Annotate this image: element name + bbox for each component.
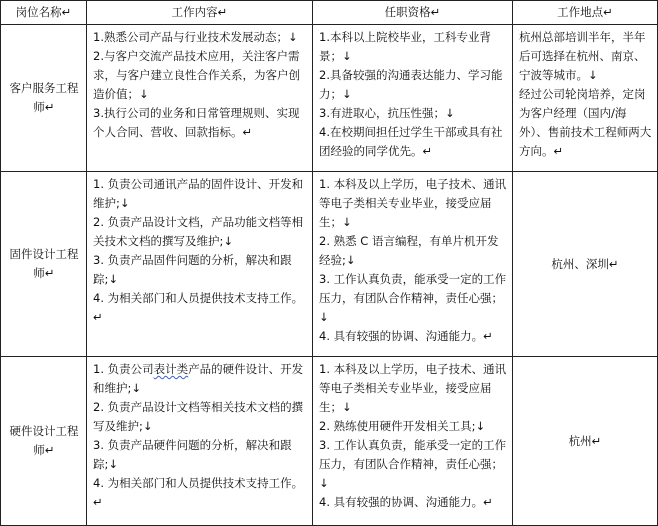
- location-customer-service: [519, 28, 653, 161]
- job-title-hardware: [6, 357, 82, 525]
- duty-item: 3. 负责产品固件问题的分析，解决和跟踪;↓: [93, 253, 292, 286]
- duty-item: 1. 负责公司通讯产品的固件设计、开发和维护;↓: [93, 177, 304, 210]
- qualification-item: 4. 具有较强的协调、沟通能力。↵: [319, 329, 493, 343]
- duty-item: 2. 负责产品设计文档等相关技术文档的撰写及维护;↓: [93, 400, 304, 433]
- qualification-item: 2.具备较强的沟通表达能力、学习能力；↓: [319, 68, 503, 101]
- qualifications-firmware: [319, 175, 507, 346]
- qualification-item: 2. 熟悉 C 语言编程，有单片机开发经验;↓: [319, 234, 499, 267]
- table-border-top: [0, 0, 658, 1]
- header-qualifications: 任职资格↵: [384, 5, 441, 19]
- qualification-item: 1. 本科及以上学历，电子技术、通讯等电子类相关专业毕业，接受应届生；↓: [319, 177, 507, 229]
- duty-item: 4. 为相关部门和人员提供技术支持工作。↵: [93, 476, 304, 509]
- duty-item: 1.熟悉公司产品与行业技术发展动态；↓: [93, 30, 298, 44]
- job-title-text: 硬件设计工程师↵: [9, 424, 79, 457]
- qualification-item: 4. 具有较强的协调、沟通能力。↵: [319, 495, 493, 509]
- job-title-text: 固件设计工程师↵: [9, 247, 79, 280]
- header-position: 岗位名称↵: [15, 5, 72, 19]
- qualification-item: 1. 本科及以上学历，电子技术、通讯等电子类相关专业毕业，接受应届生；↓: [319, 362, 507, 414]
- qualification-item: 4.在校期间担任过学生干部或具有社团经验的同学优先。↵: [319, 125, 503, 158]
- location-item: 杭州总部培训半年，半年后可选择在杭州、南京、宁波等城市。↓: [519, 30, 646, 82]
- header-location: 工作地点↵: [557, 5, 613, 19]
- duty-item: 3. 负责产品硬件问题的分析，解决和跟踪;↓: [93, 438, 292, 471]
- duty-item: 2. 负责产品设计文档，产品功能文档等相关技术文档的撰写及维护;↓: [93, 215, 304, 248]
- table-border-left: [0, 0, 1, 526]
- duties-customer-service: [93, 28, 308, 142]
- duty-text: 1. 负责公司: [93, 362, 154, 376]
- duties-firmware: [93, 175, 308, 327]
- qualifications-hardware: [319, 360, 507, 512]
- header-divider: [0, 24, 658, 25]
- qualifications-customer-service: [319, 28, 507, 161]
- header-duties: 工作内容↵: [171, 5, 228, 19]
- job-title-firmware: [6, 172, 82, 356]
- location-item: 经过公司轮岗培养，定岗为客户经理（国内/海外）、售前技术工程师两大方向。↵: [519, 87, 652, 158]
- qualification-item: 1.本科以上院校毕业，工科专业背景；↓: [319, 30, 491, 63]
- location-text: 杭州、深圳↵: [551, 256, 619, 271]
- location-firmware: [513, 172, 657, 356]
- duty-item: 4. 为相关部门和人员提供技术支持工作。↵: [93, 291, 304, 324]
- qualification-item: 2. 熟练使用硬件开发相关工具;↓: [319, 419, 486, 433]
- location-hardware: [513, 357, 657, 525]
- job-title-text: 客户服务工程师↵: [9, 81, 79, 114]
- location-text: 杭州↵: [568, 433, 602, 448]
- column-divider: [86, 0, 87, 526]
- duties-hardware: [93, 360, 308, 512]
- duty-item: 2.与客户交流产品技术应用，关注客户需求，与客户建立良性合作关系，为客户创造价值；↓: [93, 49, 300, 101]
- qualification-item: 3. 工作认真负责，能承受一定的工作压力，有团队合作精神，责任心强；↓: [319, 272, 507, 324]
- duty-item: 3.执行公司的业务和日常管理规则、实现个人合同、营收、回款指标。↵: [93, 106, 300, 139]
- column-divider: [312, 0, 313, 526]
- spellcheck-flagged-word: 表计类: [153, 362, 189, 376]
- qualification-item: 3. 工作认真负责，能承受一定的工作压力，有团队合作精神，责任心强；↓: [319, 438, 507, 490]
- duty-text: 产品的硬件设计、开发和维护;↓: [93, 362, 304, 395]
- qualification-item: 3.有进取心，抗压性强；↓: [319, 106, 455, 120]
- duty-item: [93, 360, 308, 398]
- job-title-customer-service: [6, 25, 82, 171]
